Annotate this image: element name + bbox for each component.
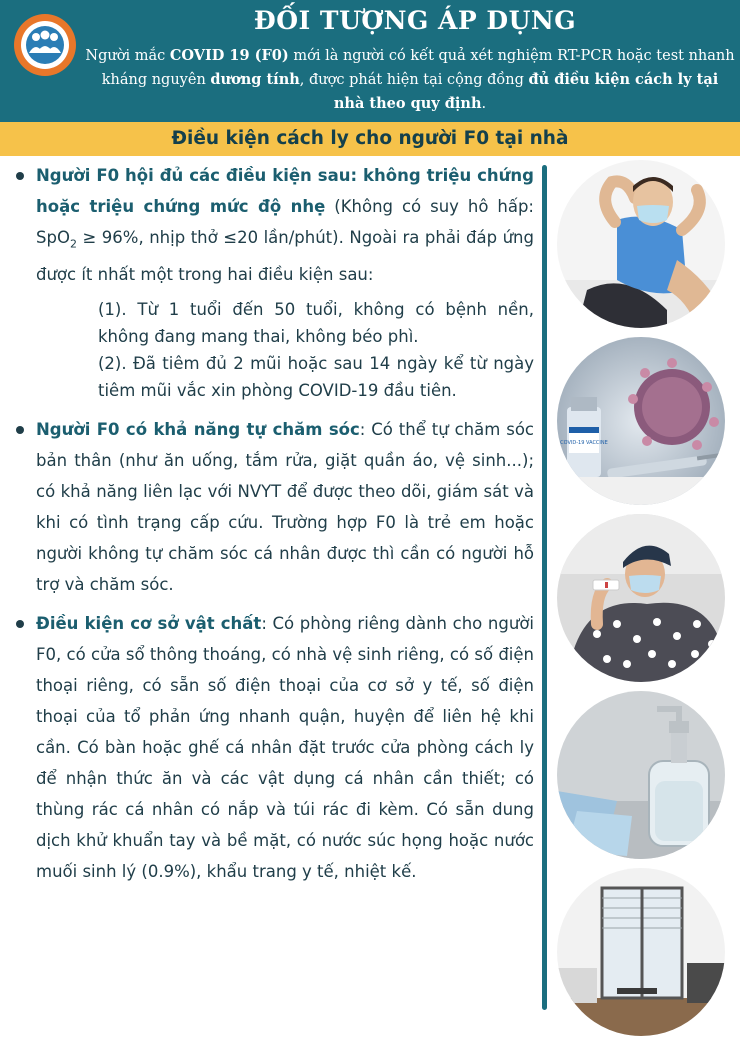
section-banner: Điều kiện cách ly cho người F0 tại nhà [0, 122, 740, 156]
organization-logo [14, 14, 76, 76]
photo-living-room [557, 868, 725, 1036]
list-item-symptoms: Người F0 hội đủ các điều kiện sau: không triệu chứng hoặc triệu chứng mức độ nhẹ (Không có suy hô hấp: SpO$_2$ ≥ 96%, nhịp thở ≤20 lần/phút). Ngoài ra phải đáp ứng được ít nhất một trong hai điều kiện sau: (1). Từ 1 tuổi đến 50 tuổi, không có bệnh nền, không đang mang thai, không béo phì. (2). Đã tiêm đủ 2 mũi hoặc sau 14 ngày kể từ ngày tiêm mũi vắc xin phòng COVID-19 đầu tiên. [12, 160, 534, 404]
conditions-list [12, 160, 534, 887]
page-title: ĐỐI TƯỢNG ÁP DỤNG [253, 6, 577, 35]
condition-1: (1). Từ 1 tuổi đến 50 tuổi, không có bệnh nền, không đang mang thai, không béo phì. [98, 300, 534, 347]
condition-2: (2). Đã tiêm đủ 2 mũi hoặc sau 14 ngày kể từ ngày tiêm mũi vắc xin phòng COVID-19 đầu tiên. [98, 354, 534, 401]
list-item-facilities: Điều kiện cơ sở vật chất: Có phòng riêng dành cho người F0, có cửa sổ thông thoáng, có nhà vệ sinh riêng, có số điện thoại riêng, có sẵn số điện thoại của cơ sở y tế, số điện thoại của tổ phản ứng nhanh quận, huyện để liên hệ khi cần. Có bàn hoặc ghế cá nhân đặt trước cửa phòng cách ly để nhận thức ăn và các vật dụng cá nhân cần thiết; có thùng rác cá nhân có nắp và túi rác đi kèm. Có sẵn dung dịch khử khuẩn tay và bề mặt, có nước súc họng hoặc nước muối sinh lý (0.9%), khẩu trang y tế, nhiệt kế. [12, 608, 534, 887]
intro-text: Người mắc COVID 19 (F0) mới là người có kết quả xét nghiệm RT-PCR hoặc test nhanh kháng nguyên dương tính, được phát hiện tại cộng đồng đủ điều kiện cách ly tại nhà theo quy định. [85, 47, 735, 112]
list-item-self-care: Người F0 có khả năng tự chăm sóc: Có thể tự chăm sóc bản thân (như ăn uống, tắm rửa, giặt quần áo, vệ sinh...); có khả năng liên lạc với NVYT để được theo dõi, giám sát và khi có tình trạng cấp cứu. Trường hợp F0 là trẻ em hoặc người không tự chăm sóc cá nhân được thì cần có người hỗ trợ và chăm sóc. [12, 414, 534, 600]
header [0, 0, 740, 122]
photo-vaccine-and-virus [557, 337, 725, 505]
bullet-icon [16, 620, 24, 628]
sub-conditions [36, 296, 534, 404]
bullet-icon [16, 426, 24, 434]
vertical-divider [542, 165, 547, 1010]
bullet-icon [16, 172, 24, 180]
photo-sick-man-with-test [557, 514, 725, 682]
photo-masked-man-exercising [557, 160, 725, 328]
photo-hand-sanitizer [557, 691, 725, 859]
vial-label: COVID-19 VACCINE [560, 440, 608, 446]
